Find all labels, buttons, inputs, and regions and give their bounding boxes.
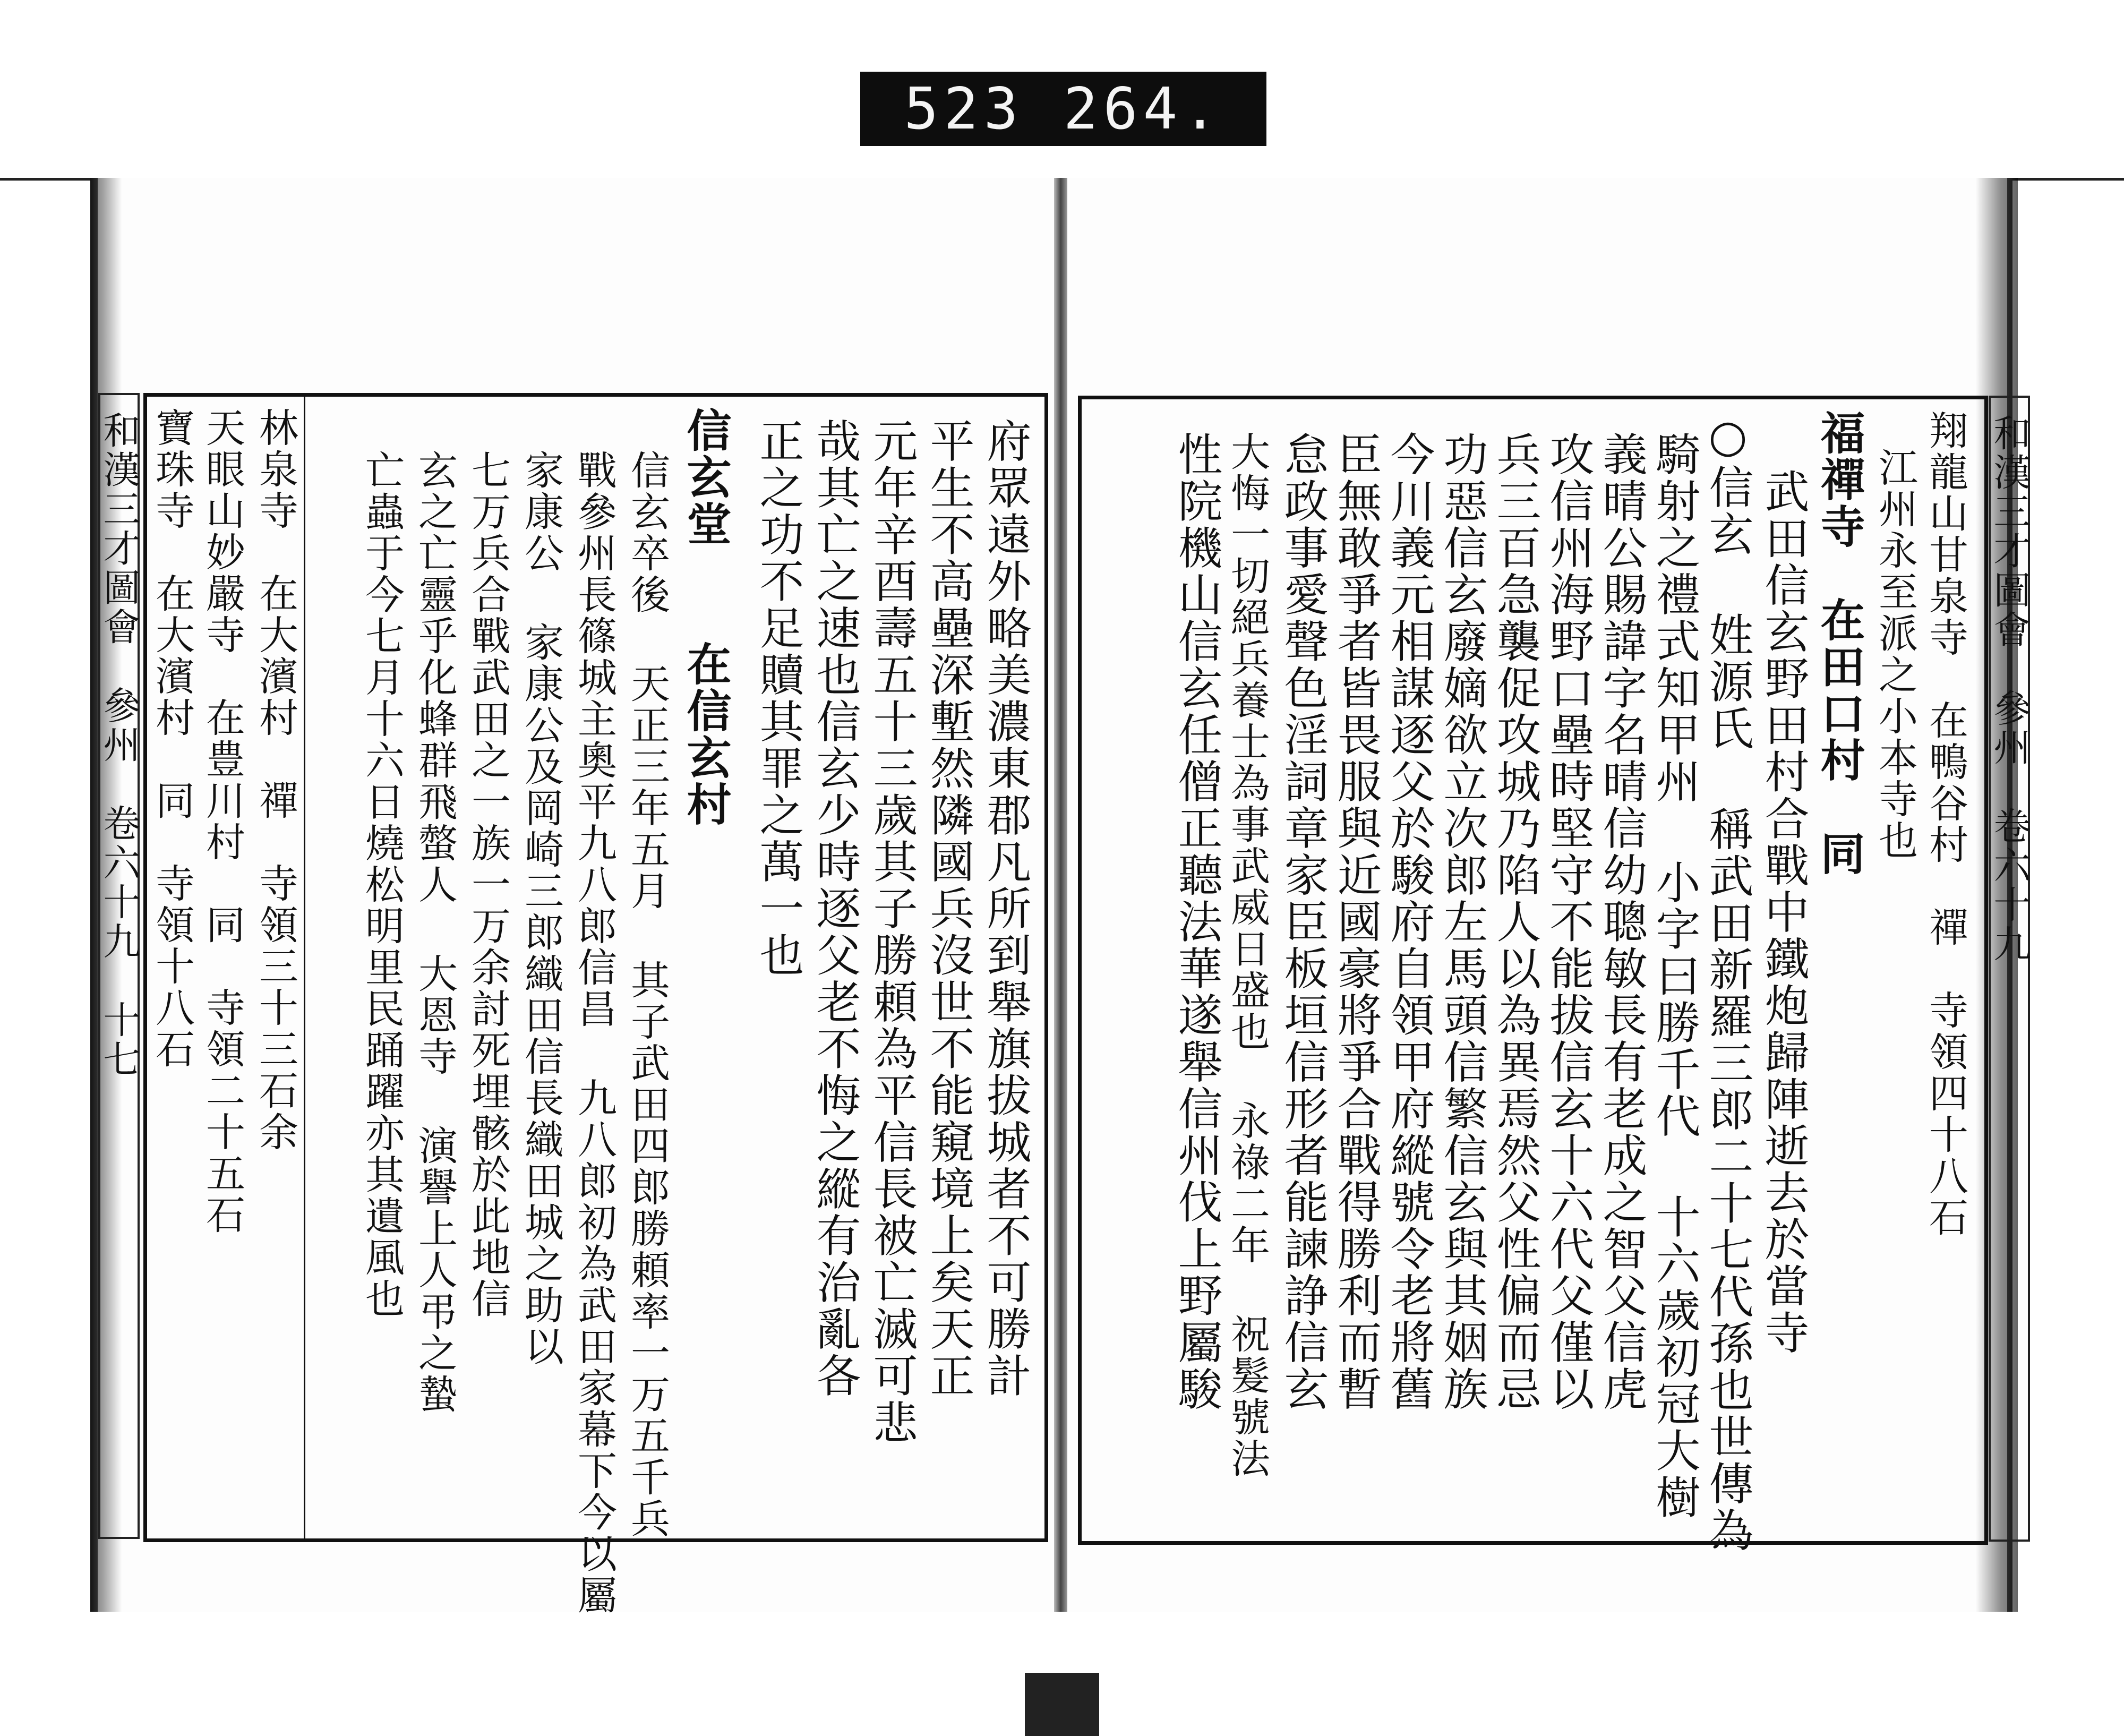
right-text-frame <box>1078 396 1988 1554</box>
left-column-8: 戰參州長篠城主奧平九八郎信昌 九八郎初為武田家幕下今以屬 <box>571 450 617 1616</box>
left-inner-rule <box>304 397 305 1538</box>
archive-number-label <box>860 72 1266 146</box>
left-hashira-box <box>98 393 140 1539</box>
left-column-1: 府眾遠外略美濃東郡凡所到舉旗拔城者不可勝計 <box>980 418 1032 1399</box>
right-hashira-box <box>1989 396 2030 1542</box>
left-column-7: 信玄卒後 天正三年五月 其子武田四郎勝頼率一万五千兵 <box>624 450 670 1540</box>
right-column-15: 性院機山信玄任僧正聽法華遂舉信州伐上野屬駿 <box>1171 431 1223 1413</box>
left-column-11: 玄之亡靈乎化蜂群飛螫人 大恩寺 演譽上人弔之蟄 <box>412 450 458 1415</box>
left-heading-shingendo: 信玄堂 在信玄村 <box>680 407 732 828</box>
right-column-5: ○信玄 姓源氏 稱武田新羅三郎二十七代孫也世傳為 <box>1702 410 1754 1554</box>
left-column-2: 平生不高壘深塹然隣國兵沒世不能窺境上矣天正 <box>923 418 975 1399</box>
binding-clip <box>1025 1673 1099 1736</box>
left-hashira-text: 和漢三才圖會 參州 卷六十九 十七 <box>97 411 141 1079</box>
right-hashira-text: 和漢三才圖會 參州 卷六十九 <box>1988 414 2031 964</box>
left-column-10: 七万兵合戰武田之一族一万余討死埋骸於此地信 <box>465 450 511 1320</box>
temple-myogonji: 天眼山妙嚴寺 在豊川村 同 寺領二十五石 <box>200 407 245 1236</box>
temple-kansenji: 翔龍山甘泉寺 在鴨谷村 禪 寺領四十八石 <box>1923 410 1968 1238</box>
temple-hojuji: 寶珠寺 在大濱村 同 寺領十八石 <box>149 407 195 1070</box>
right-column-6: 騎射之禮式知甲州 小字曰勝千代 十六歲初冠大樹 <box>1649 431 1701 1521</box>
kansenji-note: 江州永至派之小本寺也 <box>1872 447 1918 861</box>
right-column-13: 怠政事愛聲色淫詞章家臣板垣信形者能諫諍信玄 <box>1277 431 1329 1413</box>
right-column-14: 大悔一切絕兵養士為事武威日盛也 永祿二年 祝髮號法 <box>1224 431 1270 1480</box>
right-column-7: 義晴公賜諱字名晴信幼聰敏長有老成之智父信虎 <box>1596 431 1648 1413</box>
left-column-12: 亡蟲于今七月十六日燒松明里民踊躍亦其遺風也 <box>359 450 405 1320</box>
book-gutter <box>1054 178 1067 1612</box>
left-column-9: 家康公 家康公及岡崎三郎織田信長織田城之助以 <box>518 450 564 1367</box>
left-column-5: 正之功不足贖其罪之萬一也 <box>752 418 804 979</box>
right-column-10: 功惡信玄廢嫡欲立次郎左馬頭信繁信玄與其姻族 <box>1436 431 1488 1413</box>
right-column-4: 武田信玄野田村合戰中鐵炮歸陣逝去於當寺 <box>1758 468 1810 1356</box>
temple-rinsenji: 林泉寺 在大濱村 禪 寺領三十三石余 <box>253 407 298 1153</box>
right-column-9: 兵三百急襲促攻城乃陷人以為異焉然父性偏而忌 <box>1489 431 1541 1413</box>
left-text-frame <box>143 393 1048 1616</box>
archive-number-text: 523 264. <box>904 75 1223 142</box>
temple-fukuzenji: 福禪寺 在田口村 同 <box>1813 410 1866 877</box>
right-column-11: 今川義元相謀逐父於駿府自領甲府縱號令老將舊 <box>1383 431 1435 1413</box>
left-column-3: 元年辛酉壽五十三歲其子勝頼為平信長被亡滅可悲 <box>866 418 918 1446</box>
right-column-12: 臣無敢爭者皆畏服與近國豪將爭合戰得勝利而暫 <box>1330 431 1382 1413</box>
right-column-8: 攻信州海野口壘時堅守不能拔信玄十六代父僅以 <box>1543 431 1595 1413</box>
left-column-4: 哉其亡之速也信玄少時逐父老不悔之縱有治亂各 <box>809 418 861 1399</box>
